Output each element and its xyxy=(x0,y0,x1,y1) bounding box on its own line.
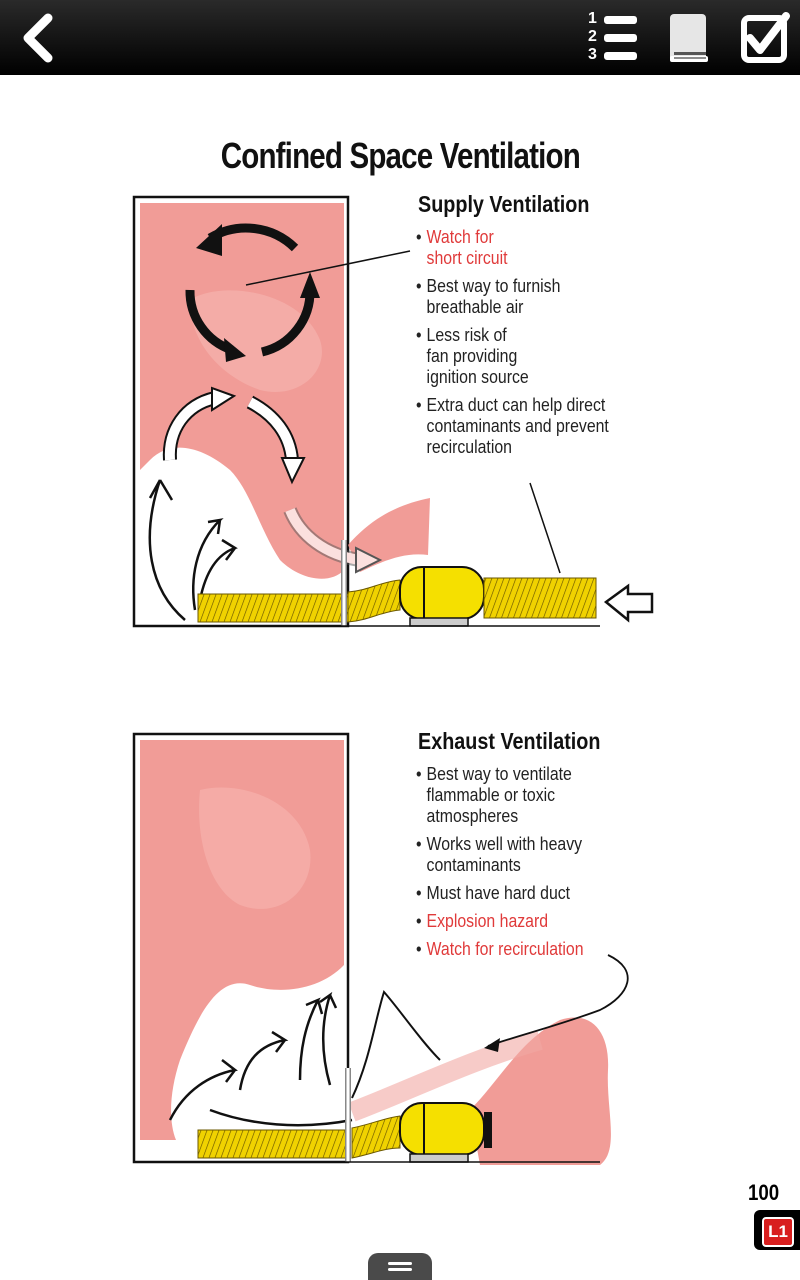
page-number: 100 xyxy=(748,1180,780,1205)
exhaust-bullet: • Must have hard duct xyxy=(416,883,627,904)
supply-heading: Supply Ventilation xyxy=(418,191,590,217)
page-title: Confined Space Ventilation xyxy=(220,135,580,176)
exhaust-heading: Exhaust Ventilation xyxy=(418,728,601,754)
exhaust-bullet-list xyxy=(416,764,627,967)
supply-bullet: • Less risk of fan providing ignition source xyxy=(416,325,627,388)
exhaust-bullet: • Explosion hazard xyxy=(416,911,627,932)
toc-number-1: 1 xyxy=(588,10,597,27)
level-badge[interactable] xyxy=(754,1210,800,1250)
toc-number-3: 3 xyxy=(588,46,597,63)
exhaust-bullet: • Watch for recirculation xyxy=(416,939,627,960)
exhaust-bullet: • Best way to ventilate flammable or toxic atmospheres xyxy=(416,764,627,827)
hamburger-icon xyxy=(388,1262,412,1265)
exhaust-bullet: • Works well with heavy contaminants xyxy=(416,834,627,876)
level-badge-label: L1 xyxy=(762,1217,794,1247)
toc-number-2: 2 xyxy=(588,28,597,45)
supply-bullet: • Best way to furnish breathable air xyxy=(416,276,627,318)
supply-bullet-list xyxy=(416,227,627,465)
menu-handle-button[interactable] xyxy=(368,1253,432,1280)
supply-bullet: • Watch for short circuit xyxy=(416,227,627,269)
supply-bullet: • Extra duct can help direct contaminants and prevent recirculation xyxy=(416,395,627,458)
